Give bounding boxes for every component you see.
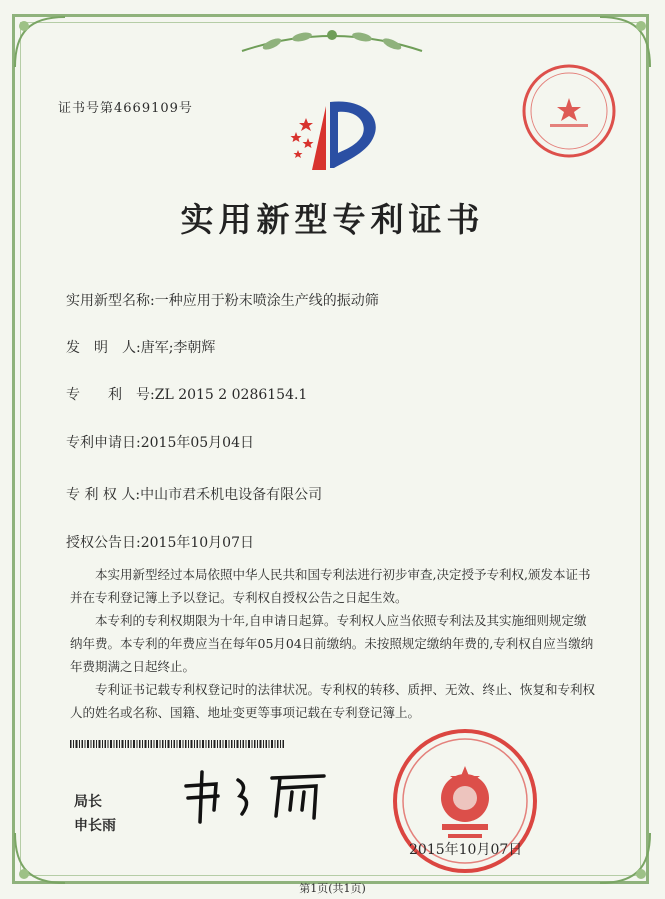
field-label: 授权公告日: [66, 535, 141, 551]
body-paragraph: 本专利的专利权期限为十年,自申请日起算。专利权人应当依照专利法及其实施细则规定缴纳年费。本专利的年费应当在每年05月04日前缴纳。未按照规定缴纳年费的,专利权自应当缴纳年费期满之日起终止。 [70, 613, 594, 674]
agency-seal-icon [520, 62, 618, 160]
field-patentee [66, 484, 322, 504]
field-grant-date [66, 532, 254, 552]
field-utility-model-name [66, 290, 379, 310]
laurel-ornament-icon [232, 26, 432, 66]
handwritten-signature-icon [176, 766, 336, 826]
page-number: 第1页(共1页) [299, 882, 366, 895]
corner-ornament-icon [10, 828, 70, 888]
field-label: 实用新型名称: [66, 293, 155, 309]
issue-date: 2015年10月07日 [409, 842, 523, 858]
field-value: ZL 2015 2 0286154.1 [154, 387, 308, 403]
field-patent-number [66, 384, 307, 404]
signatory-name: 申长雨 [74, 818, 116, 834]
field-value: 一种应用于粉末喷涂生产线的振动筛 [154, 293, 379, 309]
corner-ornament-icon [10, 12, 70, 72]
field-label: 专 利 权 人: [66, 487, 141, 503]
signatory-role: 局长 [74, 794, 102, 810]
field-label: 专 利 号: [66, 387, 155, 403]
body-paragraph: 本实用新型经过本局依照中华人民共和国专利法进行初步审查,决定授予专利权,颁发本证书并在专利登记簿上予以登记。专利权自授权公告之日起生效。 [70, 567, 591, 605]
field-value: 唐军;李朝辉 [140, 340, 216, 356]
field-label: 专利申请日: [66, 435, 141, 451]
certificate-number: 证书号第4669109号 [58, 101, 193, 116]
certificate-body [70, 563, 598, 724]
field-value: 2015年10月07日 [140, 535, 254, 551]
body-paragraph: 专利证书记载专利权登记时的法律状况。专利权的转移、质押、无效、终止、恢复和专利权人的姓名或名称、国籍、地址变更等事项记载在专利登记簿上。 [70, 682, 596, 720]
barcode-icon [70, 740, 284, 748]
certificate-title: 实用新型专利证书 [180, 200, 485, 239]
patent-office-logo-icon [282, 98, 388, 172]
field-inventor [66, 337, 215, 357]
field-value: 2015年05月04日 [140, 435, 254, 451]
corner-ornament-icon [595, 828, 655, 888]
field-label: 发 明 人: [66, 340, 141, 356]
field-application-date [66, 432, 254, 452]
field-value: 中山市君禾机电设备有限公司 [140, 487, 323, 503]
